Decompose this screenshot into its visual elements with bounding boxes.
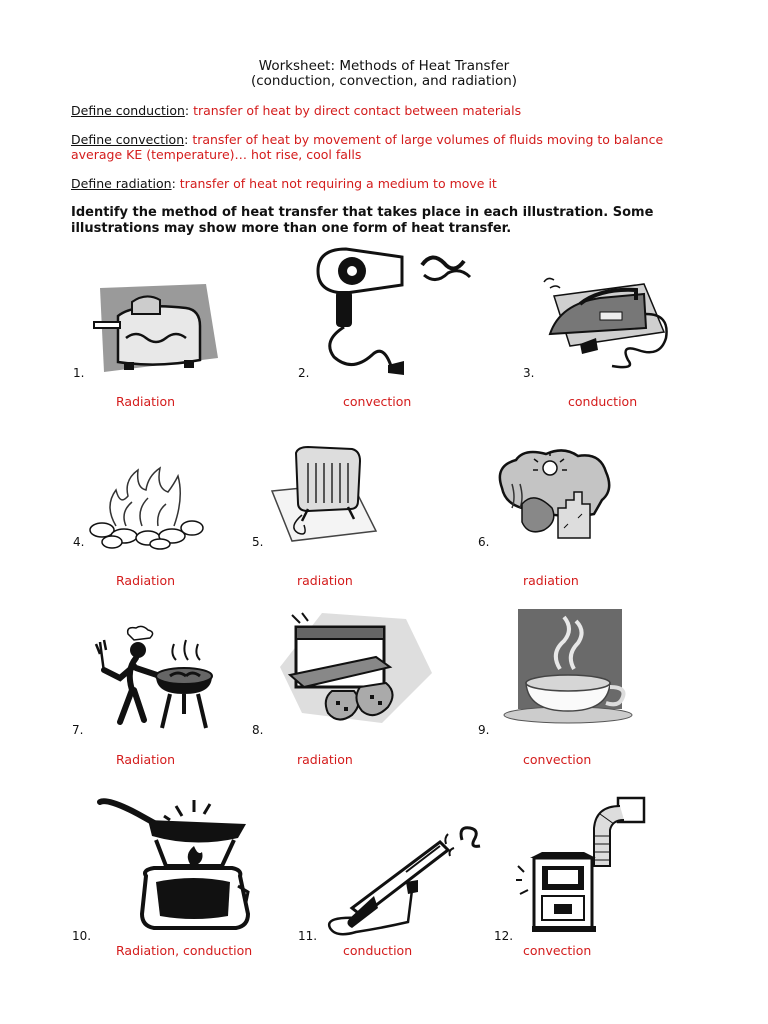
curling-iron-icon xyxy=(322,820,492,940)
space-heater-icon xyxy=(268,445,380,545)
pan-on-stove-icon xyxy=(98,796,250,936)
definition-convection xyxy=(71,132,681,162)
definition-label: Define radiation xyxy=(71,176,172,191)
definition-label: Define conduction xyxy=(71,103,185,118)
item-answer: Radiation xyxy=(116,752,176,767)
definition-answer: transfer of heat by direct contact between materials xyxy=(193,103,522,118)
oven-mitts-icon xyxy=(272,607,434,727)
wood-stove-icon xyxy=(514,796,646,936)
item-answer: convection xyxy=(523,943,592,958)
item-number: 3. xyxy=(523,366,535,380)
item-number: 9. xyxy=(478,723,490,737)
item-answer: conduction xyxy=(343,943,413,958)
item-answer: radiation xyxy=(297,752,353,767)
definition-separator: : xyxy=(184,132,193,147)
item-answer: Radiation xyxy=(116,394,176,409)
toaster-icon xyxy=(88,280,223,380)
definition-separator: : xyxy=(171,176,180,191)
item-answer: radiation xyxy=(523,573,579,588)
hot-cup-icon xyxy=(502,609,636,729)
definition-label: Define convection xyxy=(71,132,185,147)
barbecue-grill-icon xyxy=(90,624,220,734)
item-number: 1. xyxy=(73,366,85,380)
worksheet-subtitle: (conduction, convection, and radiation) xyxy=(250,73,518,89)
item-number: 11. xyxy=(298,929,318,943)
definition-answer: transfer of heat not requiring a medium to move it xyxy=(179,176,497,191)
definition-radiation xyxy=(71,176,711,191)
definition-separator: : xyxy=(184,103,194,118)
clothes-iron-icon xyxy=(540,274,675,374)
instructions: Identify the method of heat transfer that takes place in each illustration. Some illustrations may show more than one form of heat transfer. xyxy=(71,205,654,236)
hair-dryer-icon xyxy=(312,245,482,380)
item-answer: Radiation xyxy=(116,573,176,588)
definition-answer: transfer of heat by movement of large volumes of fluids moving to balance average KE (temperature)… hot rise, cool falls xyxy=(71,132,664,162)
item-answer: radiation xyxy=(297,573,353,588)
sun-sandcastle-icon xyxy=(494,448,614,548)
item-number: 10. xyxy=(72,929,92,943)
item-number: 2. xyxy=(298,366,310,380)
worksheet-title: Worksheet: Methods of Heat Transfer xyxy=(258,58,510,74)
item-number: 8. xyxy=(252,723,264,737)
item-number: 4. xyxy=(73,535,85,549)
item-answer: conduction xyxy=(568,394,638,409)
item-answer: convection xyxy=(523,752,592,767)
item-number: 6. xyxy=(478,535,490,549)
definition-conduction xyxy=(71,103,711,118)
item-number: 12. xyxy=(494,929,514,943)
item-number: 7. xyxy=(72,723,84,737)
item-answer: Radiation, conduction xyxy=(116,943,253,958)
item-answer: convection xyxy=(343,394,412,409)
item-number: 5. xyxy=(252,535,264,549)
campfire-icon xyxy=(86,466,206,550)
